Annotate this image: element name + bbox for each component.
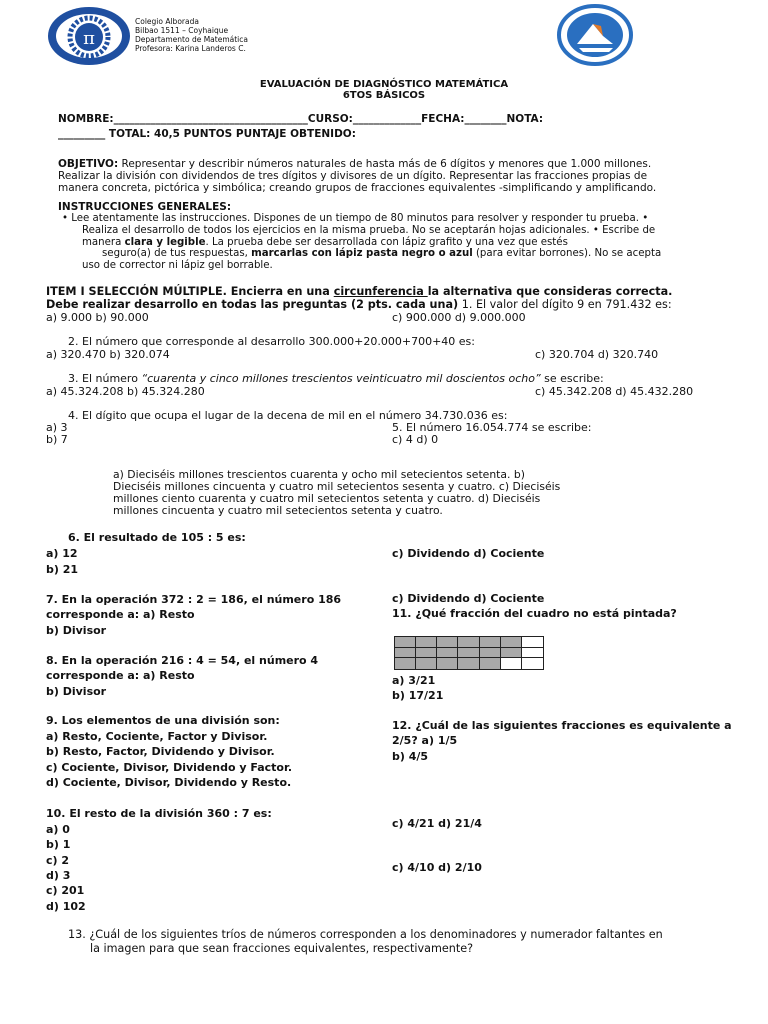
q7-options-cd: c) Dividendo d) Cociente xyxy=(392,592,545,605)
q3-options-ab: a) 45.324.208 b) 45.324.280 xyxy=(46,385,205,398)
instructions-line3: manera clara y legible. La prueba debe ser desarrollada con lápiz grafito y una vez que estés xyxy=(82,236,568,248)
q7-text-line1: 7. En la operación 372 : 2 = 186, el número 186 xyxy=(46,593,342,606)
grid-cell-shaded xyxy=(395,658,416,669)
objective-line2: Realizar la división con dividendos de tres dígitos y divisores de un dígito. Representar las fracciones propias de xyxy=(58,170,648,182)
q8-text-line2: corresponde a: a) Resto xyxy=(46,669,195,682)
school-name: Colegio Alborada xyxy=(135,17,199,26)
instructions-block xyxy=(62,213,661,272)
instructions-line5: uso de corrector ni lápiz gel borrable. xyxy=(82,260,273,272)
grid-cell-blank xyxy=(501,658,522,669)
q3-text: 3. El número “cuarenta y cinco millones trescientos veinticuatro mil doscientos ocho” se escribe: xyxy=(68,372,604,385)
exam-title: EVALUACIÓN DE DIAGNÓSTICO MATEMÁTICA xyxy=(259,79,509,90)
grid-cell-blank xyxy=(522,658,543,669)
q7-option-b: b) Divisor xyxy=(46,624,107,637)
q10-option-d2: d) 102 xyxy=(46,900,86,913)
q4-text: 4. El dígito que ocupa el lugar de la decena de mil en el número 34.730.036 es: xyxy=(68,409,508,422)
q2-options-ab: a) 320.470 b) 320.074 xyxy=(46,348,170,361)
q5-options-block xyxy=(113,469,560,517)
grid-cell-shaded xyxy=(458,637,479,648)
grid-cell-shaded xyxy=(501,648,522,659)
q1-options-cd: c) 900.000 d) 9.000.000 xyxy=(392,311,526,324)
grid-cell-shaded xyxy=(416,637,437,648)
q12-options-cd2: c) 4/10 d) 2/10 xyxy=(392,861,482,874)
grid-cell-shaded xyxy=(480,658,501,669)
objective-label: OBJETIVO: xyxy=(58,158,119,170)
fraction-grid xyxy=(394,636,544,670)
q13-line1: 13. ¿Cuál de los siguientes tríos de números corresponden a los denominadores y numerador faltantes en xyxy=(68,928,663,941)
q5-option-line4: millones cincuenta y cuatro mil setecientos setenta y cuatro. xyxy=(113,504,443,517)
q5-option-line3: millones ciento cuarenta y cuatro mil setecientos setenta y cuatro. d) Dieciséis xyxy=(113,492,541,505)
school-logo-right-graphic xyxy=(557,4,633,66)
q4-options-cd: c) 4 d) 0 xyxy=(392,433,439,446)
grid-cell-blank xyxy=(522,648,543,659)
q10-option-a: a) 0 xyxy=(46,823,70,836)
objective-line3: manera concreta, pictórica y simbólica; creando grupos de fracciones equivalentes -simplificando y amplificando. xyxy=(58,182,657,194)
q10-option-c2: c) 201 xyxy=(46,884,85,897)
q12-text-line2: 2/5? a) 1/5 xyxy=(392,734,458,747)
q7-text-line2: corresponde a: a) Resto xyxy=(46,608,195,621)
school-logo-right xyxy=(557,4,633,66)
q9-option-a: a) Resto, Cociente, Factor y Divisor. xyxy=(46,730,268,743)
q8-option-b: b) Divisor xyxy=(46,685,107,698)
grid-cell-blank xyxy=(522,637,543,648)
q9-text: 9. Los elementos de una división son: xyxy=(46,714,280,727)
q11-option-b: b) 17/21 xyxy=(392,689,444,702)
q12-text-line1: 12. ¿Cuál de las siguientes fracciones es equivalente a xyxy=(392,719,732,732)
q5-option-line2: Dieciséis millones cincuenta y cuatro mil setecientos sesenta y cuatro. c) Dieciséis xyxy=(113,480,561,493)
grid-cell-shaded xyxy=(480,648,501,659)
grid-cell-shaded xyxy=(458,648,479,659)
total-points-line: _________ TOTAL: 40,5 PUNTOS PUNTAJE OBTENIDO: xyxy=(58,128,356,140)
q3-options-cd: c) 45.342.208 d) 45.432.280 xyxy=(535,385,694,398)
exam-subtitle: 6TOS BÁSICOS xyxy=(342,90,426,101)
q6-options-cd: c) Dividendo d) Cociente xyxy=(392,547,545,560)
q8-text-line1: 8. En la operación 216 : 4 = 54, el número 4 xyxy=(46,654,319,667)
school-info xyxy=(135,17,248,53)
q9-option-c: c) Cociente, Divisor, Dividendo y Factor. xyxy=(46,761,293,774)
grid-cell-shaded xyxy=(416,648,437,659)
grid-cell-shaded xyxy=(480,637,501,648)
q2-text: 2. El número que corresponde al desarrollo 300.000+20.000+700+40 es: xyxy=(68,335,475,348)
grid-cell-shaded xyxy=(416,658,437,669)
grid-cell-shaded xyxy=(395,648,416,659)
school-address: Bilbao 1511 – Coyhaique xyxy=(135,26,229,35)
q13-line2: la imagen para que sean fracciones equivalentes, respectivamente? xyxy=(90,942,474,955)
instructions-line4: seguro(a) de tus respuestas, marcarlas con lápiz pasta negro o azul (para evitar borrones). No se acepta xyxy=(102,248,662,260)
q13-block xyxy=(68,928,663,956)
school-logo-left xyxy=(46,6,132,66)
grid-cell-shaded xyxy=(437,648,458,659)
item1-heading: ITEM I SELECCIÓN MÚLTIPLE. Encierra en una circunferencia la alternativa que consideras correcta. xyxy=(46,285,673,298)
objective-line1: Representar y describir números naturales de hasta más de 6 dígitos y menores que 1.000 millones. xyxy=(118,158,652,170)
q12-option-b: b) 4/5 xyxy=(392,750,429,763)
q6-option-b: b) 21 xyxy=(46,563,79,576)
school-logo-left-graphic xyxy=(46,6,132,66)
school-teacher: Profesora: Karina Landeros C. xyxy=(135,44,246,53)
grid-cell-shaded xyxy=(437,658,458,669)
q5-option-line1: a) Dieciséis millones trescientos cuarenta y ocho mil setecientos setenta. b) xyxy=(113,468,525,481)
q5-text: 5. El número 16.054.774 se escribe: xyxy=(392,421,592,434)
grid-cell-shaded xyxy=(395,637,416,648)
grid-cell-shaded xyxy=(437,637,458,648)
school-department: Departamento de Matemática xyxy=(135,35,248,44)
q11-option-a: a) 3/21 xyxy=(392,674,436,687)
instructions-title: INSTRUCCIONES GENERALES: xyxy=(58,201,232,213)
pi-symbol: π xyxy=(83,28,95,49)
instructions-line2: Realiza el desarrollo de todos los ejercicios en la misma prueba. No se aceptarán hojas adicionales. • Escribe de xyxy=(82,224,656,236)
objective-block xyxy=(58,158,656,194)
q11-text: 11. ¿Qué fracción del cuadro no está pintada? xyxy=(392,607,677,620)
student-fields-line: NOMBRE:_____________________________________CURSO:_____________FECHA:________NOTA: xyxy=(58,113,544,125)
grid-cell-shaded xyxy=(501,637,522,648)
item1-line2: Debe realizar desarrollo en todas las preguntas (2 pts. cada una) 1. El valor del dígito 9 en 791.432 es: xyxy=(46,298,672,311)
q1-options-ab: a) 9.000 b) 90.000 xyxy=(46,311,149,324)
q10-option-d: d) 3 xyxy=(46,869,71,882)
q6-text: 6. El resultado de 105 : 5 es: xyxy=(68,531,246,544)
q9-option-d: d) Cociente, Divisor, Dividendo y Resto. xyxy=(46,776,292,789)
q9-option-b: b) Resto, Factor, Dividendo y Divisor. xyxy=(46,745,275,758)
instructions-line1: • Lee atentamente las instrucciones. Dispones de un tiempo de 80 minutos para resolver y responder tu prueba. • xyxy=(62,213,649,224)
q10-text: 10. El resto de la división 360 : 7 es: xyxy=(46,807,272,820)
q6-option-a: a) 12 xyxy=(46,547,78,560)
q2-options-cd: c) 320.704 d) 320.740 xyxy=(535,348,659,361)
q10-option-c: c) 2 xyxy=(46,854,70,867)
q10-option-b: b) 1 xyxy=(46,838,71,851)
q4-option-b: b) 7 xyxy=(46,433,68,446)
q12-options-cd: c) 4/21 d) 21/4 xyxy=(392,817,482,830)
grid-cell-shaded xyxy=(458,658,479,669)
q4-option-a: a) 3 xyxy=(46,421,68,434)
